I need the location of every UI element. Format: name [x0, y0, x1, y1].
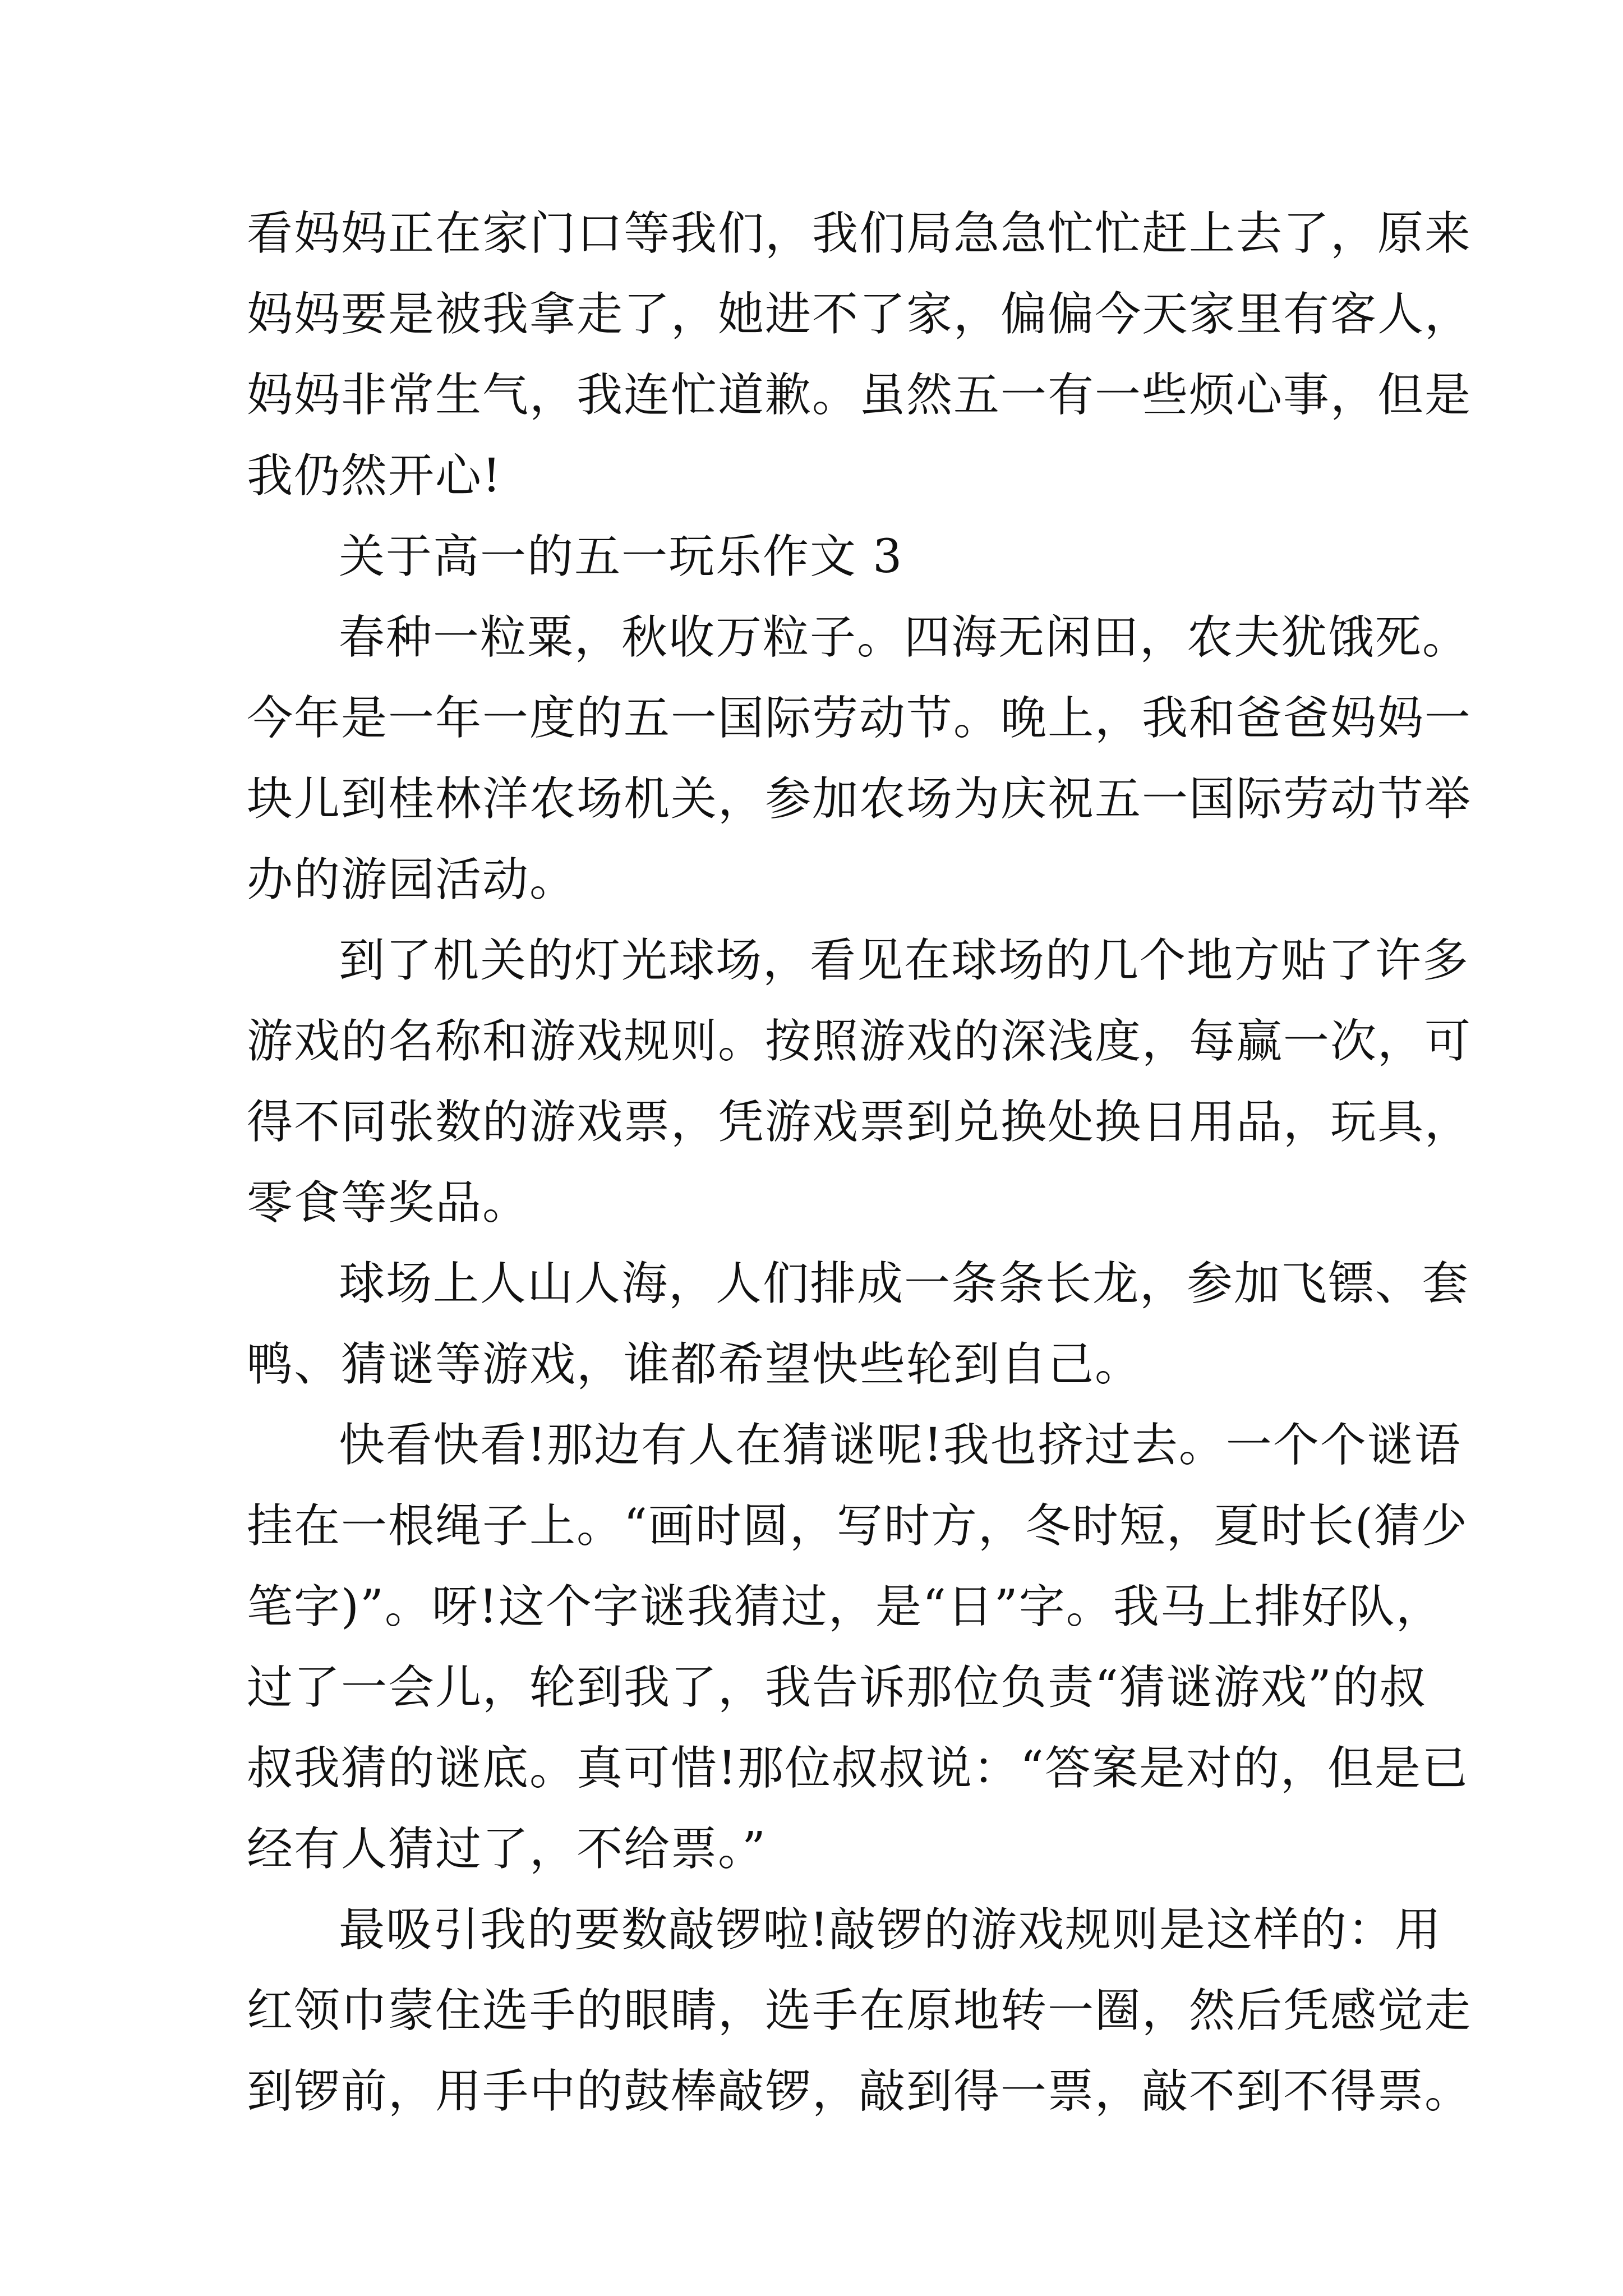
text-line: 得不同张数的游戏票，凭游戏票到兑换处换日用品，玩具，: [247, 1096, 1472, 1149]
text-line: 鸭、猜谜等游戏，谁都希望快些轮到自己。: [247, 1338, 1142, 1391]
text-line: 我仍然开心!: [247, 449, 502, 503]
paragraph-start-line: 春种一粒粟，秋收万粒子。四海无闲田，农夫犹饿死。: [339, 611, 1470, 664]
essay-text: [247, 194, 1472, 2132]
text-line: 过了一会儿，轮到我了，我告诉那位负责“猜谜游戏”的叔: [247, 1661, 1427, 1714]
essay-heading: 关于高一的五一玩乐作文 3: [339, 530, 903, 583]
text-line: 妈妈非常生气，我连忙道歉。虽然五一有一些烦心事，但是: [247, 369, 1472, 422]
text-line: 叔我猜的谜底。真可惜!那位叔叔说：“答案是对的，但是已: [247, 1742, 1469, 1795]
text-line: 看妈妈正在家门口等我们，我们局急急忙忙赶上去了，原来: [247, 207, 1472, 260]
text-line: 到锣前，用手中的鼓棒敲锣，敲到得一票，敲不到不得票。: [247, 2065, 1472, 2118]
text-line: 办的游园活动。: [247, 853, 577, 907]
text-line: 今年是一年一度的五一国际劳动节。晚上，我和爸爸妈妈一: [247, 692, 1472, 745]
text-line: 笔字)”。呀!这个字谜我猜过，是“日”字。我马上排好队，: [247, 1580, 1443, 1634]
text-line: 零食等奖品。: [247, 1176, 530, 1230]
text-line: 红领巾蒙住选手的眼睛，选手在原地转一圈，然后凭感觉走: [247, 1984, 1472, 2037]
text-line: 块儿到桂林洋农场机关，参加农场为庆祝五一国际劳动节举: [247, 772, 1472, 826]
text-line: 挂在一根绳子上。“画时圆，写时方，冬时短，夏时长(猜少: [247, 1499, 1468, 1553]
paragraph-start-line: 球场上人山人海，人们排成一条条长龙，参加飞镖、套: [339, 1257, 1470, 1310]
paragraph-start-line: 到了机关的灯光球场，看见在球场的几个地方贴了许多: [339, 934, 1470, 987]
text-line: 妈妈要是被我拿走了，她进不了家，偏偏今天家里有客人，: [247, 288, 1472, 341]
paragraph-start-line: 最吸引我的要数敲锣啦!敲锣的游戏规则是这样的：用: [339, 1903, 1442, 1957]
text-line: 游戏的名称和游戏规则。按照游戏的深浅度，每赢一次，可: [247, 1015, 1472, 1068]
paragraph-start-line: 快看快看!那边有人在猜谜呢!我也挤过去。一个个谜语: [339, 1419, 1461, 1472]
text-line: 经有人猜过了，不给票。”: [247, 1823, 767, 1876]
